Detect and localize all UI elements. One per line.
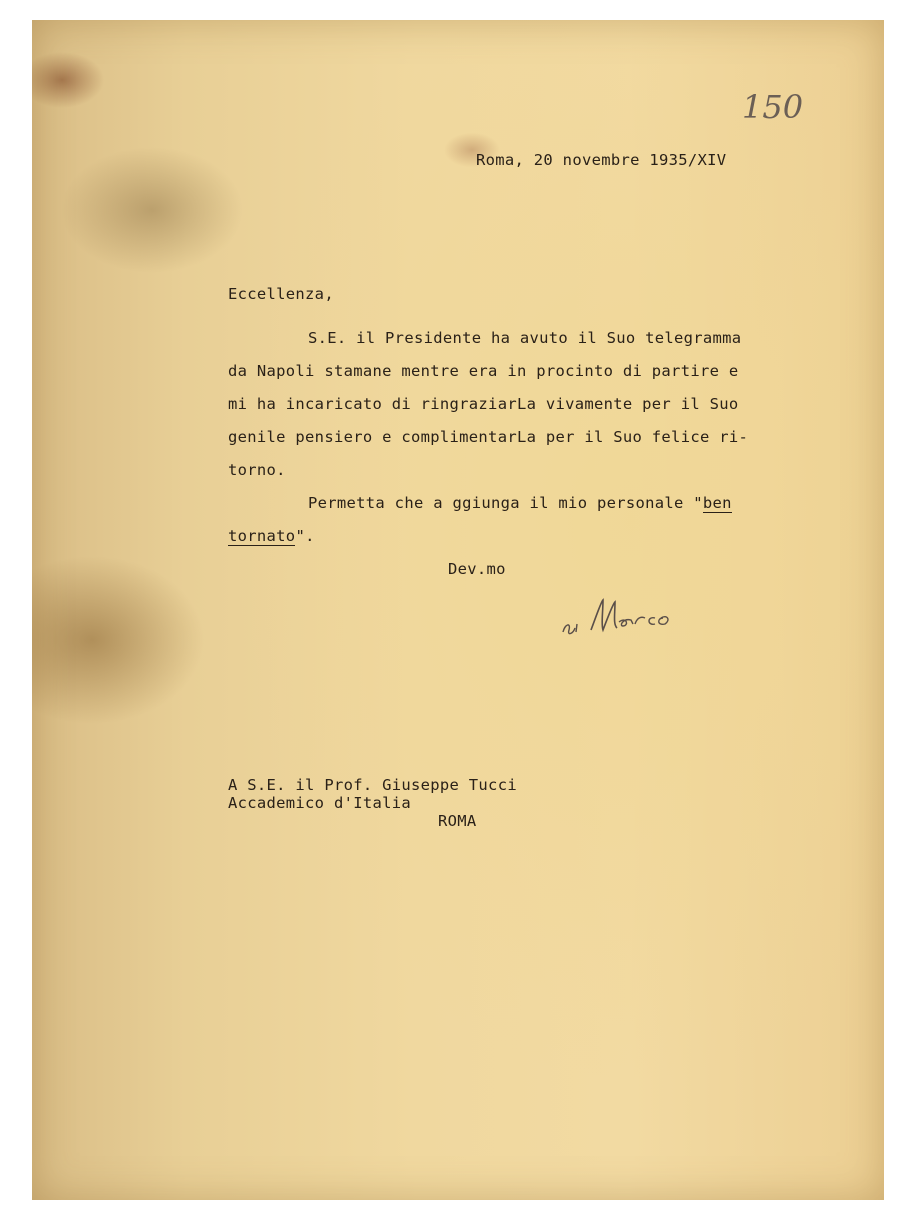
address-line: Accademico d'Italia bbox=[228, 794, 412, 812]
closing: Dev.mo bbox=[448, 560, 506, 578]
body-paragraph-2-line-1 bbox=[308, 487, 732, 520]
body-line: S.E. il Presidente ha avuto il Suo telegramma bbox=[308, 329, 742, 347]
salutation: Eccellenza, bbox=[228, 285, 334, 303]
address-line: A S.E. il Prof. Giuseppe Tucci bbox=[228, 776, 517, 794]
address-line: ROMA bbox=[438, 812, 477, 830]
date-line: Roma, 20 novembre 1935/XIV bbox=[476, 151, 727, 169]
body-line: genile pensiero e complimentarLa per il Suo felice ri- bbox=[228, 428, 749, 446]
archive-number: 150 bbox=[742, 88, 804, 126]
body-line: da Napoli stamane mentre era in procinto di partire e bbox=[228, 362, 739, 380]
body-text: Permetta che a ggiunga il mio personale " bbox=[308, 494, 703, 512]
body-line: torno. bbox=[228, 461, 286, 479]
body-paragraph-2-line-2 bbox=[228, 520, 315, 553]
letter-page bbox=[32, 20, 884, 1200]
body-line: mi ha incaricato di ringraziarLa vivamente per il Suo bbox=[228, 395, 739, 413]
body-text: ". bbox=[295, 527, 315, 545]
handwritten-signature bbox=[557, 594, 697, 640]
underlined-text: ben bbox=[702, 494, 732, 512]
underlined-text: tornato bbox=[228, 527, 296, 545]
